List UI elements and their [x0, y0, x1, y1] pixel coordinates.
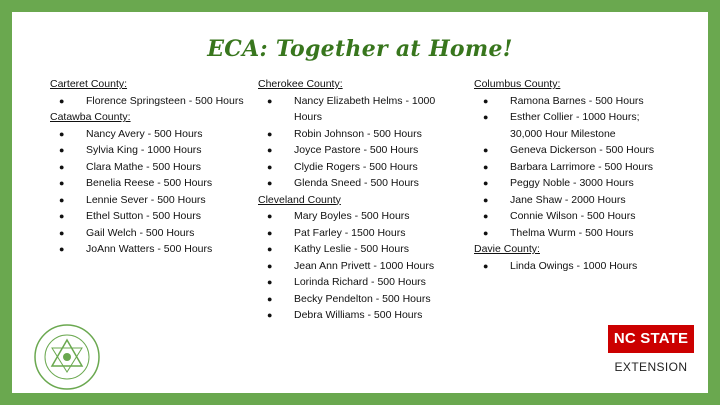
list-item: ● Geneva Dickerson - 500 Hours	[474, 142, 670, 159]
volunteer-list	[50, 126, 260, 258]
list-item: ● Mary Boyles - 500 Hours	[258, 208, 454, 225]
slide-title: ECA: Together at Home!	[207, 36, 513, 62]
list-item: ● Nancy Avery - 500 Hours	[50, 126, 260, 143]
list-item: ● Glenda Sneed - 500 Hours	[258, 175, 454, 192]
slide	[12, 12, 708, 393]
list-item: ● Ethel Sutton - 500 Hours	[50, 208, 260, 225]
list-item: ● Clara Mathe - 500 Hours	[50, 159, 260, 176]
list-item: ● Robin Johnson - 500 Hours	[258, 126, 454, 143]
volunteer-list	[474, 93, 670, 242]
list-item: ● Gail Welch - 500 Hours	[50, 225, 260, 242]
nc-state-extension-logo	[608, 325, 694, 381]
county-heading: Carteret County:	[50, 78, 128, 90]
list-item: ● Debra Williams - 500 Hours	[258, 307, 454, 324]
list-item: ● Peggy Noble - 3000 Hours	[474, 175, 670, 192]
logo-line-2: EXTENSION	[614, 360, 688, 374]
list-item: ● Sylvia King - 1000 Hours	[50, 142, 260, 159]
volunteer-list	[258, 93, 454, 192]
county-heading: Catawba County:	[50, 111, 131, 123]
list-item: ● Nancy Elizabeth Helms - 1000 Hours	[258, 93, 454, 126]
list-item: ● Ramona Barnes - 500 Hours	[474, 93, 670, 110]
list-item: ● Joyce Pastore - 500 Hours	[258, 142, 454, 159]
logo-line-1: NC STATE	[608, 325, 694, 353]
list-item: ● Jean Ann Privett - 1000 Hours	[258, 258, 454, 275]
list-item: ● Clydie Rogers - 500 Hours	[258, 159, 454, 176]
list-item: ● Lorinda Richard - 500 Hours	[258, 274, 454, 291]
list-item: ● Connie Wilson - 500 Hours	[474, 208, 670, 225]
county-heading: Cherokee County:	[258, 78, 343, 90]
list-item: ● JoAnn Watters - 500 Hours	[50, 241, 260, 258]
list-item: ● Barbara Larrimore - 500 Hours	[474, 159, 670, 176]
list-item: ● Kathy Leslie - 500 Hours	[258, 241, 454, 258]
column-2	[258, 76, 454, 324]
list-item: ● Benelia Reese - 500 Hours	[50, 175, 260, 192]
county-heading: Davie County:	[474, 243, 540, 255]
county-heading: Columbus County:	[474, 78, 561, 90]
list-item: ● Lennie Sever - 500 Hours	[50, 192, 260, 209]
list-item: ● Thelma Wurm - 500 Hours	[474, 225, 670, 242]
eca-seal-icon	[32, 322, 102, 392]
column-3	[474, 76, 670, 274]
column-1	[50, 76, 260, 258]
list-item: ● Linda Owings - 1000 Hours	[474, 258, 670, 275]
volunteer-list	[258, 208, 454, 324]
volunteer-list	[50, 93, 260, 110]
list-item: ● Pat Farley - 1500 Hours	[258, 225, 454, 242]
volunteer-list	[474, 258, 670, 275]
list-item: ● Jane Shaw - 2000 Hours	[474, 192, 670, 209]
list-item: ● Florence Springsteen - 500 Hours	[50, 93, 260, 110]
list-item: ● Esther Collier - 1000 Hours; 30,000 Hour Milestone	[474, 109, 670, 142]
list-item: ● Becky Pendelton - 500 Hours	[258, 291, 454, 308]
county-heading: Cleveland County	[258, 193, 341, 206]
